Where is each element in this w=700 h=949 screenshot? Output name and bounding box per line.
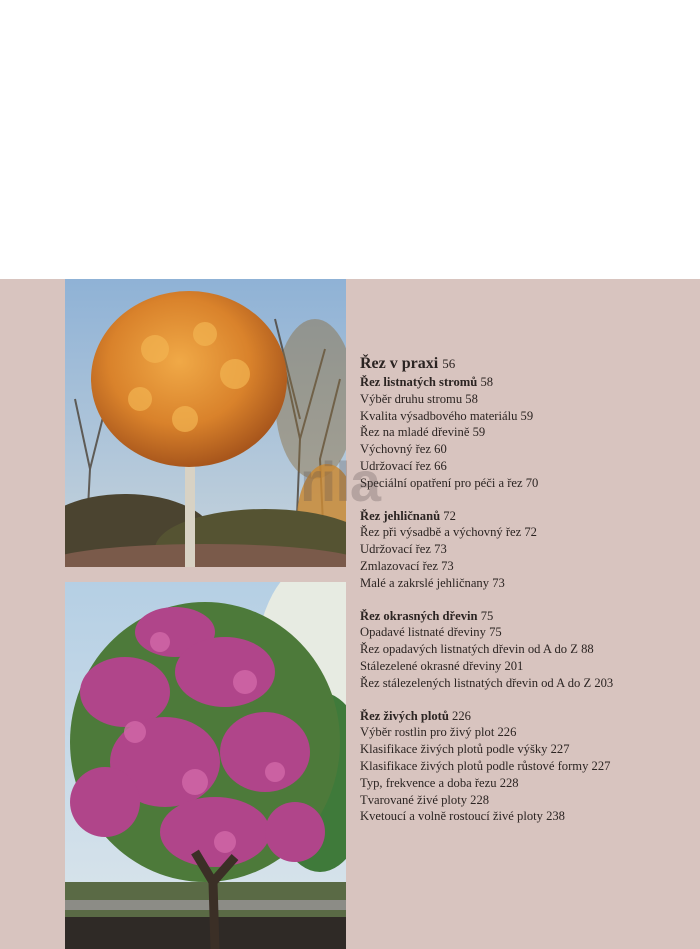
toc-entry bbox=[360, 424, 690, 441]
toc-entry-title: Typ, frekvence a doba řezu bbox=[360, 775, 497, 790]
toc-entry-title: Kvetoucí a volně rostoucí živé ploty bbox=[360, 809, 543, 824]
toc-entry bbox=[360, 808, 690, 825]
toc-page-number: 72 bbox=[443, 508, 456, 523]
toc-page-number: 58 bbox=[480, 375, 494, 389]
toc-entry-title: Udržovací řez bbox=[360, 458, 431, 473]
watermark: rila bbox=[300, 450, 381, 513]
photo-autumn-tree bbox=[65, 279, 346, 567]
toc-entry-title: Klasifikace živých plotů podle růstové formy bbox=[360, 758, 589, 773]
toc-entry bbox=[360, 624, 690, 641]
toc-page-number: 88 bbox=[581, 642, 594, 657]
toc-page-number: 75 bbox=[489, 625, 502, 640]
toc-entry bbox=[360, 741, 690, 758]
toc-entry-title: Stálezelené okrasné dřeviny bbox=[360, 658, 502, 673]
toc-entry-title: Kvalita výsadbového materiálu bbox=[360, 408, 518, 423]
toc-page-number: 73 bbox=[492, 575, 505, 590]
toc-section-heading bbox=[360, 374, 690, 391]
toc-entry-title: Udržovací řez bbox=[360, 542, 431, 557]
toc-page-number: 58 bbox=[465, 391, 478, 406]
toc-page-number: 227 bbox=[591, 758, 611, 773]
toc-entry bbox=[360, 441, 690, 458]
photo-lilac-tree bbox=[65, 582, 346, 949]
toc-entry-title: Výběr druhu stromu bbox=[360, 391, 463, 406]
toc-page-number: 66 bbox=[434, 458, 447, 473]
toc-page-number: 201 bbox=[504, 658, 524, 673]
toc-entry-title: Řez jehličnanů bbox=[360, 508, 441, 523]
toc-entry bbox=[360, 541, 690, 558]
toc-entry bbox=[360, 475, 690, 492]
toc-entry-title: Řez stálezelených listnatých dřevin od A do Z bbox=[360, 675, 592, 690]
toc-page-number: 73 bbox=[441, 558, 454, 573]
toc-entry bbox=[360, 575, 690, 592]
toc-entry bbox=[360, 775, 690, 792]
toc-page-number: 228 bbox=[499, 775, 519, 790]
toc-page-number: 59 bbox=[472, 425, 486, 440]
toc-section bbox=[360, 708, 690, 826]
toc-entry bbox=[360, 792, 690, 809]
toc-entry bbox=[360, 641, 690, 658]
toc-entry-title: Tvarované živé ploty bbox=[360, 792, 468, 807]
toc-page-number: 226 bbox=[452, 708, 471, 723]
toc-chapter-title bbox=[360, 354, 690, 374]
toc-page-number: 228 bbox=[470, 792, 490, 807]
toc-entry-title: Řez okrasných dřevin bbox=[360, 608, 478, 623]
toc-page-number: 226 bbox=[497, 725, 517, 740]
toc-section bbox=[360, 608, 690, 692]
toc-entry bbox=[360, 675, 690, 692]
table-of-contents bbox=[360, 354, 690, 841]
toc-page-number: 70 bbox=[525, 475, 539, 490]
toc-entry-title: Řez v praxi bbox=[360, 355, 439, 372]
toc-entry-title: Speciální opatření pro péči a řez bbox=[360, 475, 523, 490]
toc-page-number: 72 bbox=[524, 525, 537, 540]
toc-page-number: 56 bbox=[442, 356, 456, 371]
toc-section bbox=[360, 508, 690, 592]
toc-page-number: 73 bbox=[434, 542, 447, 557]
toc-entry bbox=[360, 558, 690, 575]
toc-page-number: 227 bbox=[550, 742, 570, 757]
toc-page-number: 238 bbox=[546, 809, 565, 824]
toc-section-heading bbox=[360, 608, 690, 625]
toc-entry-title: Výběr rostlin pro živý plot bbox=[360, 725, 495, 740]
toc-page-number: 75 bbox=[480, 608, 494, 623]
toc-entry-title: Malé a zakrslé jehličnany bbox=[360, 575, 490, 590]
toc-entry-title: Řez na mladé dřevině bbox=[360, 425, 470, 440]
toc-entry-title: Opadavé listnaté dřeviny bbox=[360, 625, 486, 640]
toc-entry bbox=[360, 758, 690, 775]
toc-page-number: 60 bbox=[434, 442, 447, 457]
toc-section-heading bbox=[360, 708, 690, 725]
toc-entry-title: Řez opadavých listnatých dřevin od A do Z bbox=[360, 642, 578, 657]
toc-entry bbox=[360, 724, 690, 741]
toc-page-number: 203 bbox=[594, 675, 614, 690]
toc-entry bbox=[360, 524, 690, 541]
toc-entry-title: Řez listnatých stromů bbox=[360, 375, 478, 389]
toc-page-number: 59 bbox=[520, 408, 534, 423]
toc-entry-title: Klasifikace živých plotů podle výšky bbox=[360, 742, 548, 757]
toc-section bbox=[360, 354, 690, 492]
toc-entry bbox=[360, 658, 690, 675]
toc-section-heading bbox=[360, 508, 690, 525]
toc-entry bbox=[360, 458, 690, 475]
toc-entry-title: Výchovný řez bbox=[360, 442, 431, 457]
toc-entry-title: Zmlazovací řez bbox=[360, 558, 438, 573]
toc-entry bbox=[360, 391, 690, 408]
toc-entry-title: Řez živých plotů bbox=[360, 708, 449, 723]
toc-entry bbox=[360, 408, 690, 425]
toc-entry-title: Řez při výsadbě a výchovný řez bbox=[360, 525, 522, 540]
